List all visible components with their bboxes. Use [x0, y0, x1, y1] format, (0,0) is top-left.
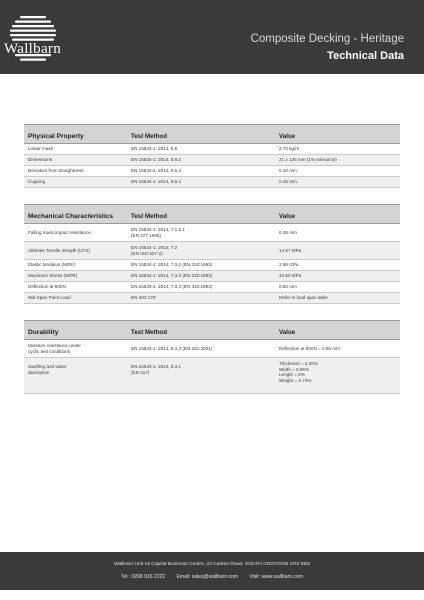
table-row [24, 260, 400, 271]
page-footer [0, 552, 424, 590]
value-cell: 21 x 136 mm (1% tolerance) [275, 155, 400, 166]
value-cell: 0.35 mm [275, 224, 400, 242]
property-cell: Swelling and water absorption [24, 358, 127, 394]
durability-table [24, 320, 400, 394]
property-cell: Mid Span Point Load [24, 293, 127, 304]
footer-contact [0, 574, 424, 580]
value-cell: 14.97 MPa [275, 242, 400, 260]
method-cell: EN 15534-1: 2014, 6.6.2 [127, 155, 275, 166]
table-row [24, 271, 400, 282]
column-header: Test Method [127, 125, 275, 144]
table-row [24, 340, 400, 358]
footer-tel: Tel : 0208 916 2222 [121, 574, 166, 580]
page-header [0, 0, 424, 74]
value-cell: 2.70 kg/m [275, 144, 400, 155]
property-cell: Ultimate Tensile Stregth (UTS) [24, 242, 127, 260]
value-cell: 0.45 mm [275, 177, 400, 188]
value-cell: 0.50 mm [275, 282, 400, 293]
table-row [24, 358, 400, 394]
table-row [24, 155, 400, 166]
property-cell: Falling mass impact resistance [24, 224, 127, 242]
table-row [24, 177, 400, 188]
value-cell: Thickness = 2.26% Width = 0.05% Length = 0% Weight = 0.74% [275, 358, 400, 394]
value-cell: Refer to load span table [275, 293, 400, 304]
property-cell: Deviation from straightness [24, 166, 127, 177]
column-header: Test Method [127, 205, 275, 224]
column-header: Test Method [127, 321, 275, 340]
column-header: Physical Property [24, 125, 127, 144]
table-row [24, 144, 400, 155]
footer-web[interactable]: Visit: www.wallbarn.com [249, 574, 303, 580]
method-cell: EN ISO 178 [127, 293, 275, 304]
property-cell: Moisture resistance under cyclic test conditions [24, 340, 127, 358]
table-header-row [24, 321, 400, 340]
property-cell: Cupping [24, 177, 127, 188]
method-cell: EN 15534-1: 2014, 6.6.3 [127, 166, 275, 177]
footer-email[interactable]: Email: sales@wallbarn.com [176, 574, 238, 580]
table-row [24, 282, 400, 293]
column-header: Value [275, 321, 400, 340]
method-cell: EN 15534-1: 2014, 6.5 [127, 144, 275, 155]
method-cell: EN 15534-1: 2014, 7.3.2 (EN 310:1993) [127, 271, 275, 282]
physical-property-table [24, 124, 400, 188]
property-cell: Elastic Modulus (MOE) [24, 260, 127, 271]
method-cell: EN 15534-1: 2014, 8.3.2 (EN 321:2001) [127, 340, 275, 358]
mechanical-characteristics-table [24, 204, 400, 304]
column-header: Value [275, 205, 400, 224]
method-cell: EN 15534-1: 2014, 7.3.2 (EN 310:1993) [127, 282, 275, 293]
value-cell: 0.10 mm [275, 166, 400, 177]
table-header-row [24, 125, 400, 144]
footer-address: Wallbarn Unit 16 Capital Business Centre, 22 Carlton Road, SOUTH CROYDON CR2 0BS [113, 562, 311, 567]
table-row [24, 242, 400, 260]
method-cell: EN 15534-1: 2014, 7.2 (EN ISO 527-2) [127, 242, 275, 260]
method-cell: EN 15534-1: 2014, 7.1.2.1 (EN 477:1995) [127, 224, 275, 242]
property-cell: Maximum Stress (MOR) [24, 271, 127, 282]
table-header-row [24, 205, 400, 224]
column-header: Durability [24, 321, 127, 340]
document-subtitle: Technical Data [327, 50, 404, 62]
property-cell: Dimensions [24, 155, 127, 166]
property-cell: Deflection at 500N [24, 282, 127, 293]
logo-text: Wallbarn [4, 41, 62, 57]
value-cell: Deflection at 500N = 0.55 mm [275, 340, 400, 358]
method-cell: EN 15534-1: 2014, 7.3.2 (EN 310:1993) [127, 260, 275, 271]
value-cell: 42.60 MPa [275, 271, 400, 282]
document-title: Composite Decking - Heritage [250, 33, 404, 45]
value-cell: 2.86 GPa [275, 260, 400, 271]
table-row [24, 293, 400, 304]
table-row [24, 166, 400, 177]
method-cell: EN 15534-1: 2014, 8.3.1 (EN 317) [127, 358, 275, 394]
column-header: Mechanical Characteristics [24, 205, 127, 224]
table-row [24, 224, 400, 242]
method-cell: EN 15534-1: 2014, 6.6.4 [127, 177, 275, 188]
property-cell: Linear mass [24, 144, 127, 155]
column-header: Value [275, 125, 400, 144]
